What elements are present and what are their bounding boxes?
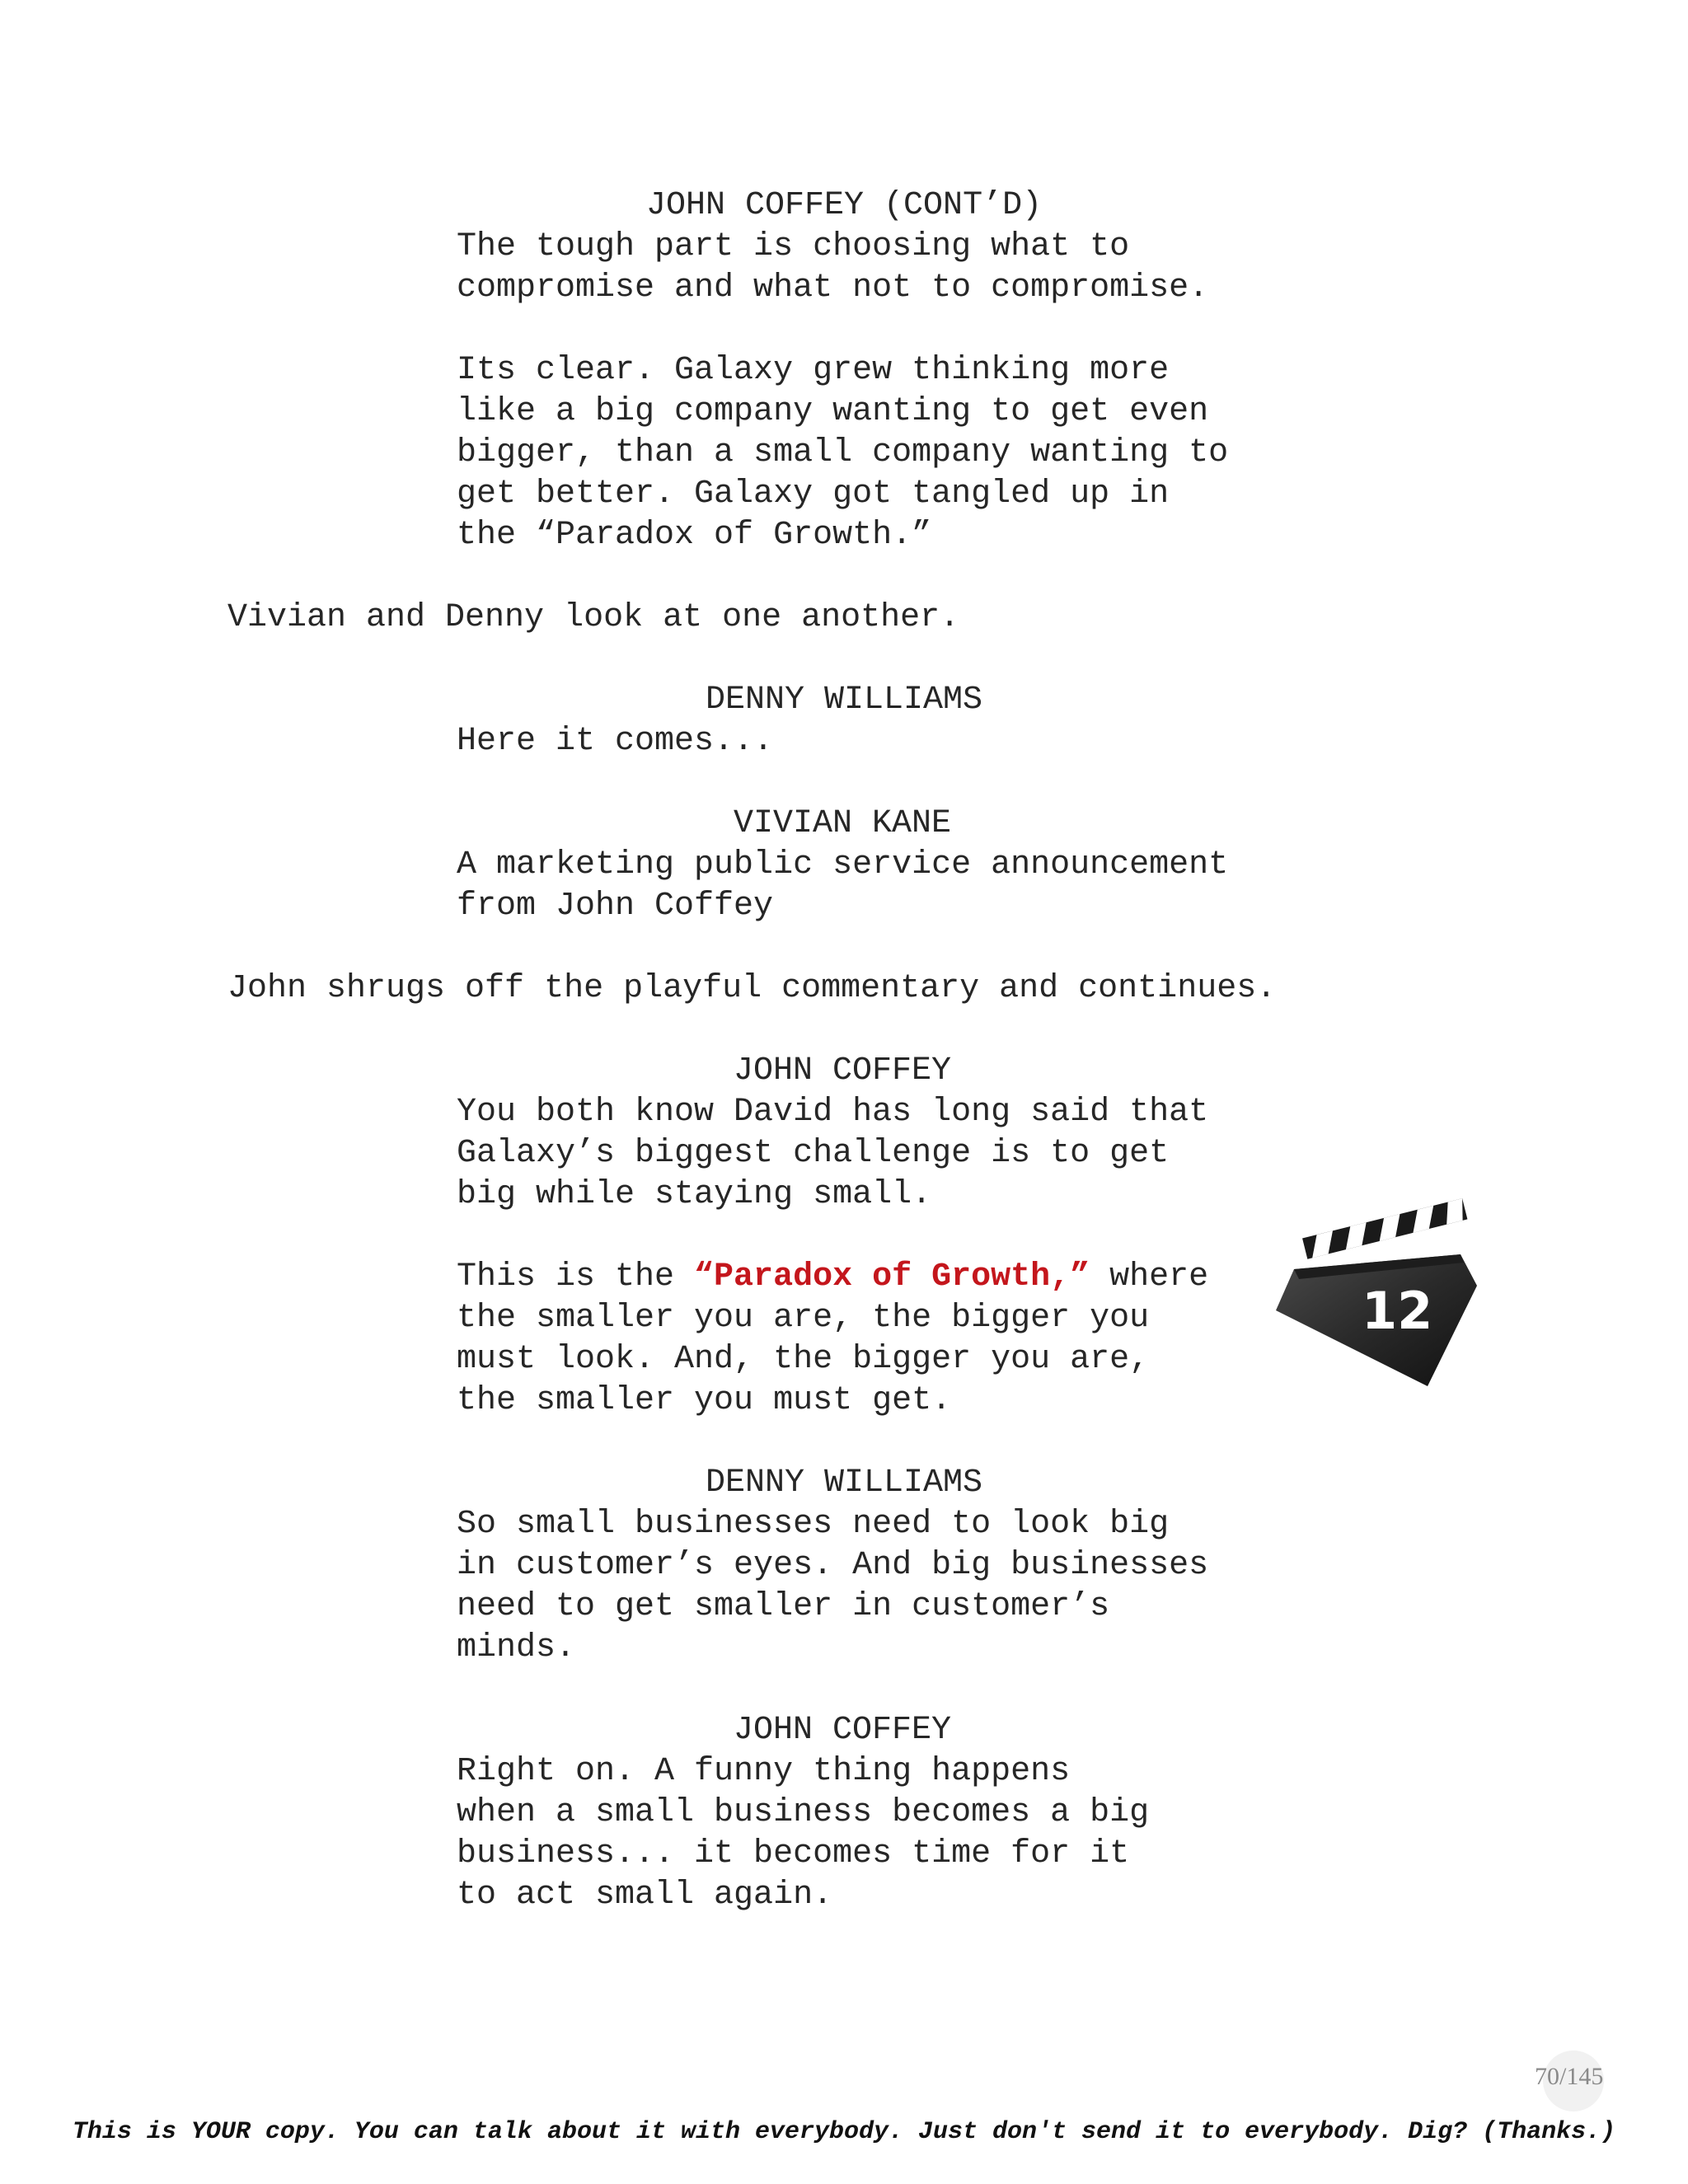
dialogue-line: bigger, than a small company wanting to: [457, 434, 1229, 471]
dialogue-line: from John Coffey: [457, 888, 774, 925]
dialogue-line-highlighted: [457, 1257, 1208, 1298]
character-name: JOHN COFFEY (CONT’D): [646, 187, 1043, 224]
dialogue-line: The tough part is choosing what to: [457, 228, 1130, 265]
character-name: JOHN COFFEY: [734, 1712, 952, 1749]
dialogue-line: the smaller you are, the bigger you: [457, 1300, 1150, 1337]
dialogue-line: compromise and what not to compromise.: [457, 269, 1209, 307]
action-line: Vivian and Denny look at one another.: [227, 599, 960, 636]
dialogue-line: need to get smaller in customer’s: [457, 1588, 1110, 1625]
page-number: 70/145: [1535, 2063, 1604, 2090]
dialogue-line: Galaxy’s biggest challenge is to get: [457, 1135, 1170, 1172]
dialogue-text: where: [1090, 1258, 1209, 1296]
action-line: John shrugs off the playful commentary and continues.: [227, 970, 1277, 1007]
dialogue-line: like a big company wanting to get even: [457, 393, 1209, 430]
dialogue-line: in customer’s eyes. And big businesses: [457, 1547, 1209, 1584]
dialogue-text: This is the: [457, 1258, 695, 1296]
paradox-of-growth-highlight: “Paradox of Growth,”: [694, 1258, 1090, 1296]
dialogue-line: must look. And, the bigger you are,: [457, 1341, 1150, 1378]
dialogue-line: business... it becomes time for it: [457, 1835, 1130, 1872]
dialogue-line: minds.: [457, 1629, 576, 1666]
dialogue-line: when a small business becomes a big: [457, 1794, 1150, 1831]
dialogue-line: the smaller you must get.: [457, 1382, 952, 1419]
dialogue-line: to act small again.: [457, 1877, 833, 1914]
dialogue-line: get better. Galaxy got tangled up in: [457, 476, 1170, 513]
character-name: VIVIAN KANE: [734, 805, 952, 842]
dialogue-line: Right on. A funny thing happens: [457, 1753, 1071, 1790]
character-name: DENNY WILLIAMS: [706, 1465, 983, 1502]
dialogue-line: big while staying small.: [457, 1176, 932, 1213]
dialogue-line: You both know David has long said that: [457, 1094, 1209, 1131]
dialogue-line: A marketing public service announcement: [457, 846, 1229, 883]
character-name: DENNY WILLIAMS: [706, 682, 983, 719]
dialogue-line: Its clear. Galaxy grew thinking more: [457, 352, 1170, 389]
character-name: JOHN COFFEY: [734, 1052, 952, 1090]
dialogue-line: So small businesses need to look big: [457, 1506, 1170, 1543]
clapperboard-icon: [1269, 1187, 1492, 1393]
clapperboard-number: 12: [1362, 1281, 1433, 1341]
dialogue-line: the “Paradox of Growth.”: [457, 517, 932, 554]
dialogue-line: Here it comes...: [457, 723, 774, 760]
footer-notice: This is YOUR copy. You can talk about it with everybody. Just don't send it to everybody. Dig? (Thanks.): [72, 2118, 1616, 2146]
